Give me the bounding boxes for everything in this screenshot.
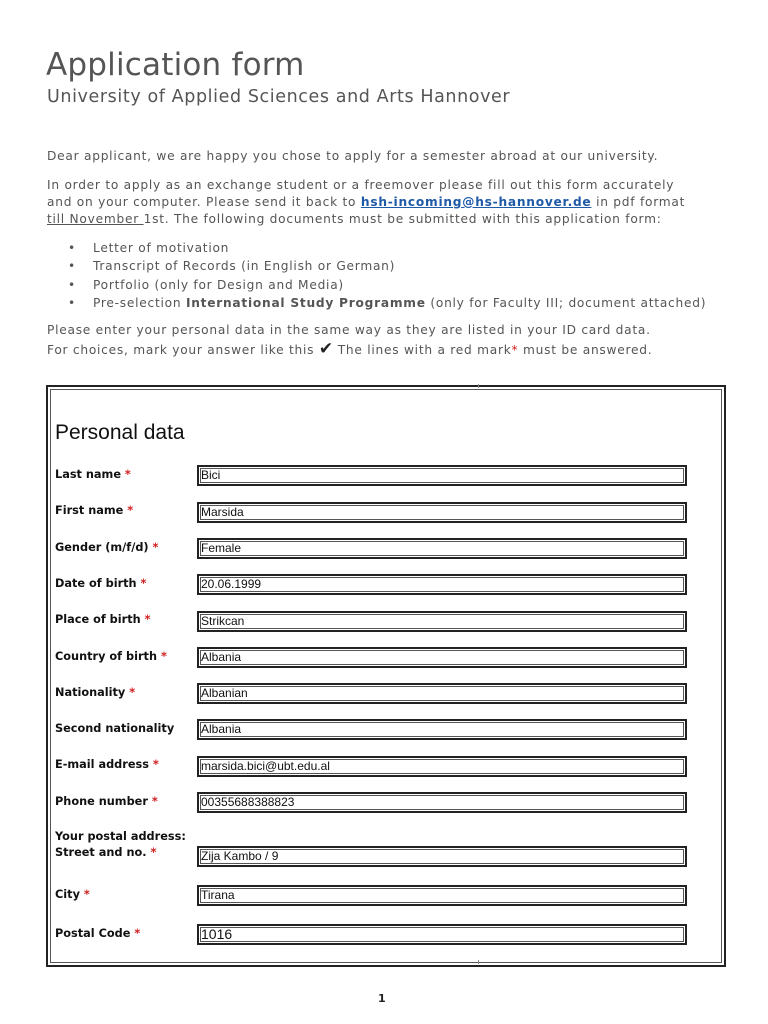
- last-name-label: Last name *: [55, 468, 131, 481]
- list-item: • Transcript of Records (in English or German): [47, 257, 706, 275]
- postal-code-input[interactable]: 1016: [197, 924, 687, 945]
- section-title: Personal data: [55, 421, 185, 444]
- instructions-line-1: Please enter your personal data in the same way as they are listed in your ID card data.: [47, 323, 651, 337]
- documents-list: [47, 239, 706, 312]
- city-input[interactable]: Tirana: [197, 885, 687, 906]
- intro-line-2: and on your computer. Please send it back to hsh-incoming@hs-hannover.de in pdf format: [47, 195, 686, 209]
- page-title: Application form: [46, 47, 305, 83]
- list-item: • Letter of motivation: [47, 239, 706, 257]
- list-item: • Pre-selection International Study Programme (only for Faculty III; document attached): [47, 294, 706, 312]
- intro-line-3: till November 1st. The following documents must be submitted with this application form:: [47, 212, 662, 226]
- greeting-text: Dear applicant, we are happy you chose to apply for a semester abroad at our university.: [47, 149, 659, 163]
- email-link[interactable]: hsh-incoming@hs-hannover.de: [360, 195, 592, 209]
- nationality-label: Nationality *: [55, 686, 136, 699]
- date-of-birth-input[interactable]: 20.06.1999: [197, 574, 687, 595]
- postal-code-label: Postal Code *: [55, 927, 141, 940]
- second-nationality-input[interactable]: Albania: [197, 719, 687, 740]
- intro-line-1: In order to apply as an exchange student or a freemover please fill out this form accurately: [47, 178, 675, 192]
- second-nationality-label: Second nationality: [55, 722, 175, 735]
- page-subtitle: University of Applied Sciences and Arts Hannover: [47, 87, 511, 107]
- deadline-text: till November: [47, 212, 144, 226]
- gender-input[interactable]: Female: [197, 538, 687, 559]
- phone-input[interactable]: 00355688388823: [197, 792, 687, 813]
- first-name-input[interactable]: Marsida: [197, 502, 687, 523]
- required-asterisk: *: [511, 343, 519, 357]
- list-item: • Portfolio (only for Design and Media): [47, 276, 706, 294]
- email-label: E-mail address *: [55, 758, 159, 771]
- last-name-input[interactable]: Bici: [197, 465, 687, 486]
- email-input[interactable]: marsida.bici@ubt.edu.al: [197, 756, 687, 777]
- gender-label: Gender (m/f/d) *: [55, 541, 159, 554]
- street-input[interactable]: Zija Kambo / 9: [197, 846, 687, 867]
- postal-address-label: Your postal address:: [55, 830, 186, 843]
- divider-tick: [478, 960, 479, 964]
- city-label: City *: [55, 888, 90, 901]
- first-name-label: First name *: [55, 504, 134, 517]
- street-label: Street and no. *: [55, 846, 157, 859]
- page-number: 1: [378, 992, 386, 1005]
- nationality-input[interactable]: Albanian: [197, 683, 687, 704]
- country-of-birth-label: Country of birth *: [55, 650, 167, 663]
- checkmark-icon: ✔: [318, 339, 334, 359]
- country-of-birth-input[interactable]: Albania: [197, 647, 687, 668]
- date-of-birth-label: Date of birth *: [55, 577, 147, 590]
- place-of-birth-label: Place of birth *: [55, 613, 151, 626]
- divider-tick: [478, 384, 479, 388]
- place-of-birth-input[interactable]: Strikcan: [197, 611, 687, 632]
- instructions-line-2: For choices, mark your answer like this ✔ The lines with a red mark* must be answered.: [47, 339, 653, 359]
- phone-label: Phone number *: [55, 795, 158, 808]
